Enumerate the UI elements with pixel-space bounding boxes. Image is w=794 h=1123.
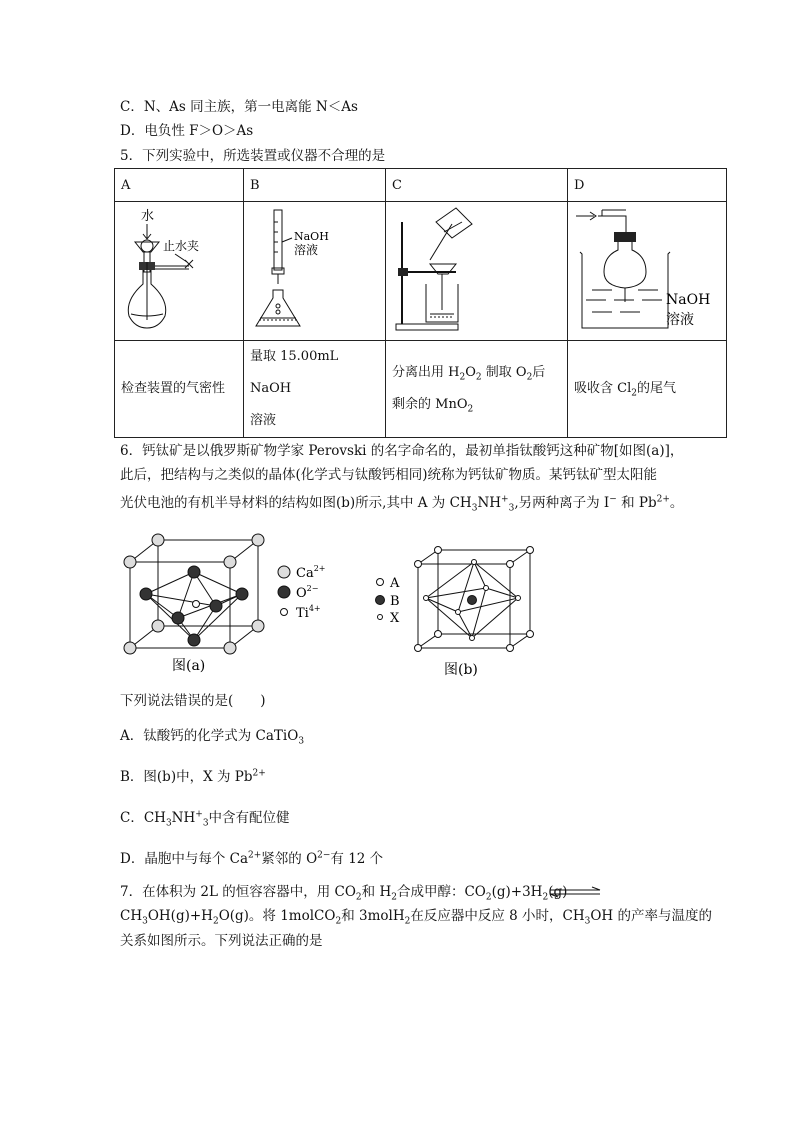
figure-b-caption: 图(b) xyxy=(444,662,478,678)
naoh-label-b: NaOH xyxy=(294,230,329,243)
question-7-line3: 关系如图所示。下列说法正确的是 xyxy=(120,933,323,949)
question-6-line1: 6．钙钛矿是以俄罗斯矿物学家 Perovski 的名字命名的，最初单指钛酸钙这种矿物[如图(a)]， xyxy=(120,443,684,459)
apparatus-d xyxy=(568,202,727,341)
svg-text:Ti4+: $Ti^{4+}$ xyxy=(296,604,321,621)
equilibrium-arrow-icon xyxy=(548,886,604,898)
legend-b: B xyxy=(390,594,400,609)
option-a-q6: A．钛酸钙的化学式为 CaTiO$_3$ xyxy=(120,728,305,747)
solution-label-b: 溶液 xyxy=(294,243,319,257)
naoh-label-d: NaOH xyxy=(666,292,711,308)
option-d-q6: D．晶胞中与每个 $Ca^{2+}$紧邻的 $O^{2-}$有 12 个 xyxy=(120,850,384,867)
question-7-line1: 7．在体积为 2L 的恒容容器中，用 $CO_2$和 $H_2$合成甲醇：$CO_2(g)+3H_2(g)$ xyxy=(120,884,568,903)
caption-b-line1: 量取 15.00mL NaOH xyxy=(250,349,339,396)
solution-label-d: 溶液 xyxy=(666,312,694,328)
apparatus-a xyxy=(115,202,244,341)
question-7-line2: $CH_3OH(g)+H_2O(g)$。将 1molCO$_2$和 3molH$_2$在反应器中反应 8 小时，$CH_3OH$ 的产率与温度的 xyxy=(120,908,712,927)
question-6-ask: 下列说法错误的是( ) xyxy=(120,693,266,709)
caption-b xyxy=(244,341,386,438)
caption-c-line1: 分离出用 $H_2O_2$ 制取 $O_2$后 xyxy=(392,365,546,383)
option-d-q4: D．电负性 F＞O＞As xyxy=(120,123,254,139)
option-c-q4: C．N、As 同主族，第一电离能 N＜As xyxy=(120,99,358,115)
flask-funnel-figure xyxy=(115,202,243,336)
header-c: C xyxy=(386,169,568,202)
o-legend-icon xyxy=(278,586,290,598)
clamp-label: 止水夹 xyxy=(163,239,200,253)
header-b: B xyxy=(244,169,386,202)
apparatus-c xyxy=(386,202,568,341)
legend-x: X xyxy=(390,611,400,626)
water-label: 水 xyxy=(141,209,155,224)
x-legend-icon xyxy=(378,615,383,620)
question-6-line2: 此后，把结构与之类似的晶体(化学式与钛酸钙相同)统称为钙钛矿物质。某钙钛矿型太阳能 xyxy=(120,467,658,483)
crystal-figure-b xyxy=(368,540,548,685)
ti-legend-icon xyxy=(281,609,288,616)
legend-ti: Ti xyxy=(296,606,309,621)
caption-d: 吸收含 $Cl_2$的尾气 xyxy=(568,341,727,438)
legend-a: A xyxy=(390,576,400,591)
question-5: 5．下列实验中，所选装置或仪器不合理的是 xyxy=(120,148,386,164)
legend-ca: Ca xyxy=(296,566,314,581)
crystal-figure-a xyxy=(118,532,338,680)
b-legend-icon xyxy=(376,596,385,605)
header-a: A xyxy=(115,169,244,202)
apparatus-b xyxy=(244,202,386,341)
svg-text:O2−: $O^{2-}$ xyxy=(296,584,319,601)
question-6-line3: 光伏电池的有机半导材料的结构如图(b)所示,其中 A 为 $CH_3NH^+_3$,另两种离子为 I− 和 $Pb^{2+}$。 xyxy=(120,494,684,514)
caption-a: 检查装置的气密性 xyxy=(115,341,244,438)
a-legend-icon xyxy=(377,579,384,586)
burette-figure xyxy=(244,202,385,336)
caption-b-line2: 溶液 xyxy=(250,413,277,428)
figure-a-caption: 图(a) xyxy=(172,658,206,674)
option-c-q6: C．$CH_3NH^+_3$中含有配位健 xyxy=(120,809,290,829)
gas-absorption-figure xyxy=(568,202,726,336)
option-b-q6: B．图(b)中，X 为 $Pb^{2+}$ xyxy=(120,768,266,785)
filtration-figure xyxy=(386,202,567,336)
caption-c xyxy=(386,341,568,438)
svg-text:Ca2+: $Ca^{2+}$ xyxy=(296,564,326,581)
header-d: D xyxy=(568,169,727,202)
caption-c-line2: 剩余的 MnO$_2$ xyxy=(392,397,474,415)
ca-legend-icon xyxy=(278,566,290,578)
legend-o: O xyxy=(296,586,307,601)
q5-table xyxy=(114,168,727,438)
